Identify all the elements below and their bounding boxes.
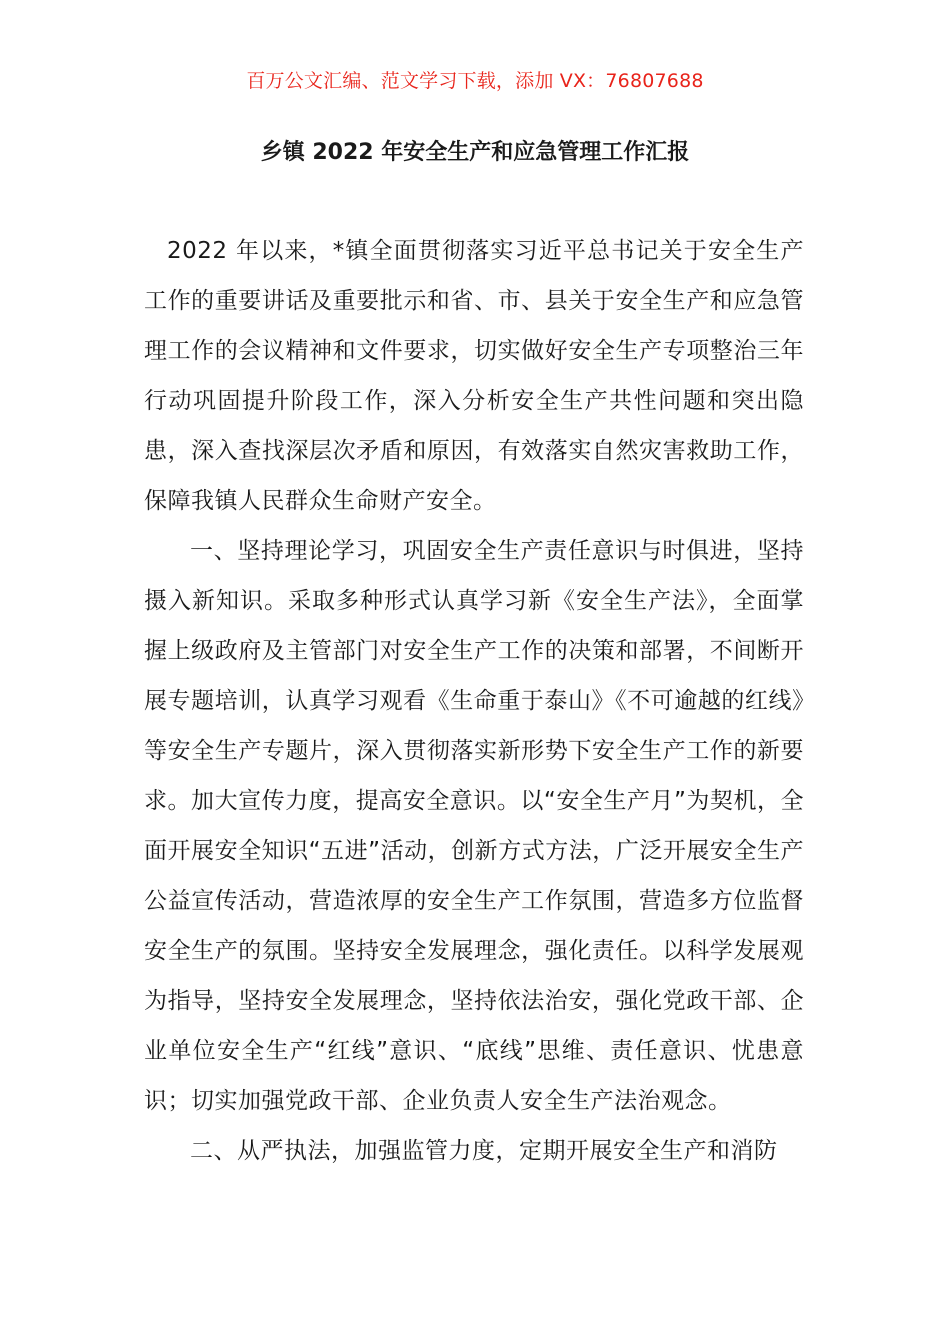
document-body	[144, 226, 804, 1176]
header-note: 百万公文汇编、范文学习下载，添加 VX：76807688	[246, 70, 704, 92]
paragraph-section-1: 一、坚持理论学习，巩固安全生产责任意识与时俱进，坚持摄入新知识。采取多种形式认真学习新《安全生产法》，全面掌握上级政府及主管部门对安全生产工作的决策和部署，不间断开展专题培训，认真学习观看《生命重于泰山》《不可逾越的红线》等安全生产专题片，深入贯彻落实新形势下安全生产工作的新要求。加大宣传力度，提高安全意识。以“安全生产月”为契机，全面开展安全知识“五进”活动，创新方式方法，广泛开展安全生产公益宣传活动，营造浓厚的安全生产工作氛围，营造多方位监督安全生产的氛围。坚持安全发展理念，强化责任。以科学发展观为指导，坚持安全发展理念，坚持依法治安，强化党政干部、企业单位安全生产“红线”意识、“底线”思维、责任意识、忧患意识；切实加强党政干部、企业负责人安全生产法治观念。	[144, 538, 804, 1114]
paragraph-intro: 2022 年以来，*镇全面贯彻落实习近平总书记关于安全生产工作的重要讲话及重要批示和省、市、县关于安全生产和应急管理工作的会议精神和文件要求，切实做好安全生产专项整治三年行动巩固提升阶段工作，深入分析安全生产共性问题和突出隐患，深入查找深层次矛盾和原因，有效落实自然灾害救助工作，保障我镇人民群众生命财产安全。	[144, 238, 804, 514]
paragraph-section-2: 二、从严执法，加强监管力度，定期开展安全生产和消防	[190, 1138, 778, 1164]
document-title: 乡镇 2022 年安全生产和应急管理工作汇报	[260, 140, 690, 165]
